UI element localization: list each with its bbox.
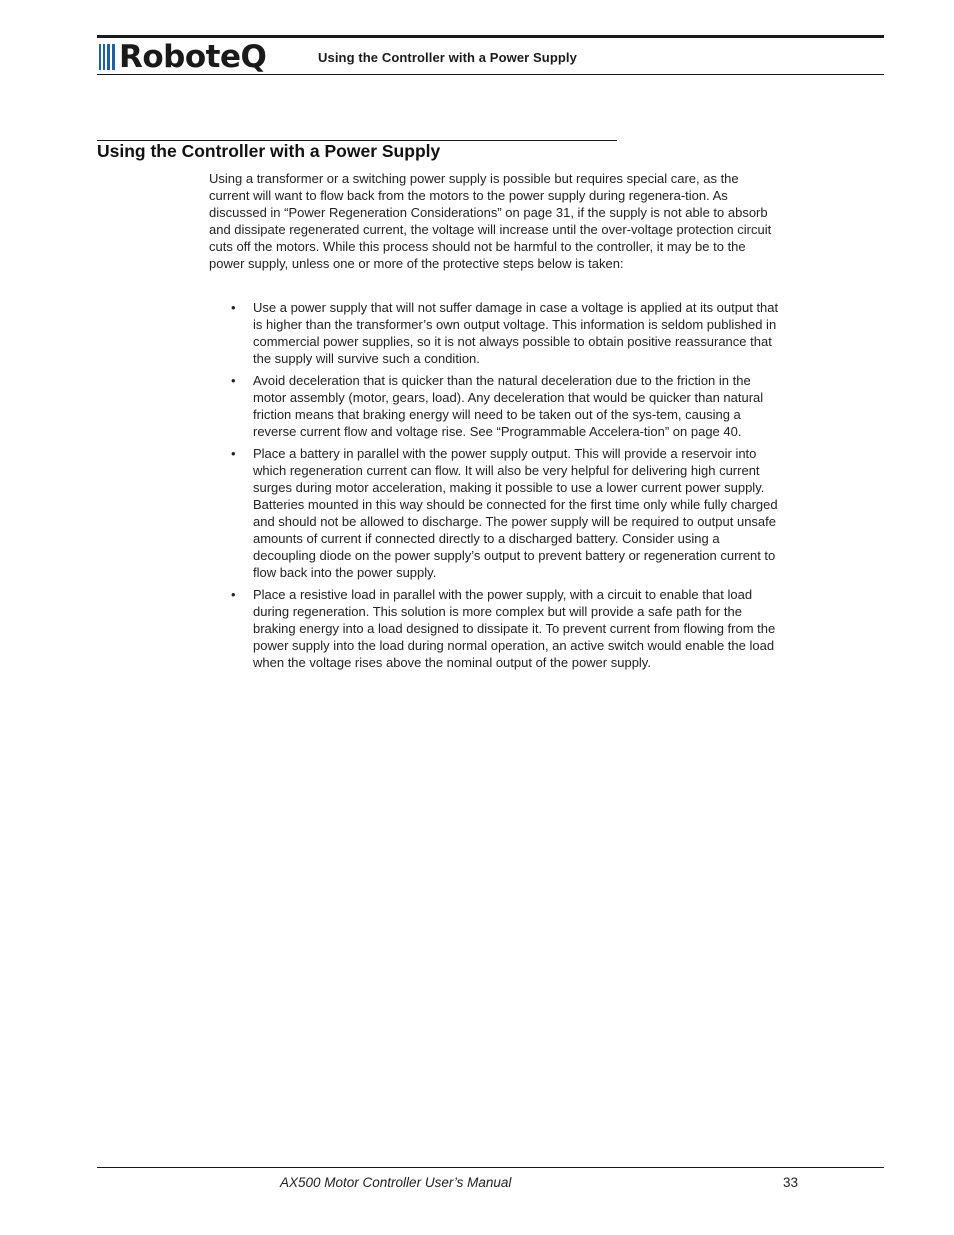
bullet-icon: • <box>231 372 236 388</box>
list-item <box>231 372 779 440</box>
header-bottom-rule <box>97 74 884 75</box>
bullet-icon: • <box>231 300 236 315</box>
bullet-icon: • <box>231 587 236 602</box>
list-item-text: Use a power supply that will not suffer damage in case a voltage is applied at its output that is higher than the transformer’s own output voltage. This information is seldom published in commercial power supplies, so it is not always possible to obtain positive reassurance that the supply will survive such a condition. <box>253 300 779 367</box>
intro-paragraph: Using a transformer or a switching power supply is possible but requires special care, as the current will want to flow back from the motors to the power supply during regenera-tion. As discussed in “Power Regeneration Considerations” on page 31, if the supply is not able to absorb and dissipate regenerated current, the voltage will increase until the over-voltage protection circuit cuts off the motors. While this process should not be harmful to the controller, it may be to the power supply, unless one or more of the protective steps below is taken: <box>209 171 772 272</box>
list-item-text: Avoid deceleration that is quicker than the natural deceleration due to the friction in the motor assembly (motor, gears, load). Any deceleration that would be quicker than natural friction means that braking energy will need to be taken out of the sys-tem, causing a reverse current flow and voltage rise. See “Programmable Accelera-tion” on page 40. <box>253 372 764 440</box>
logo-stripes-icon <box>99 42 117 72</box>
running-header-title: Using the Controller with a Power Supply <box>318 50 577 65</box>
protective-steps-list <box>231 299 779 676</box>
list-item-text: Place a resistive load in parallel with the power supply, with a circuit to enable that load during regeneration. This solution is more complex but will provide a safe path for the braking energy into a load designed to dissipate it. To prevent current from flowing from the power supply into the load during normal operation, an active switch would enable the load when the voltage rises above the nominal output of the power supply. <box>253 587 776 671</box>
footer-manual-title: AX500 Motor Controller User’s Manual <box>280 1175 512 1190</box>
logo-text: RoboteQ <box>119 38 267 75</box>
list-item-text: Place a battery in parallel with the power supply output. This will provide a reservoir into which regeneration current can flow. It will also be very helpful for delivering high current surges during motor acceleration, making it possible to use a lower current power supply. Batteries mounted in this way should be connected for the first time only while fully charged and should not be allowed to discharge. The power supply will be required to output unsafe amounts of current if connected directly to a discharged battery. Consider using a decoupling diode on the power supply’s output to prevent battery or regeneration current to flow back into the power supply. <box>253 445 778 581</box>
list-item <box>231 445 779 582</box>
section-heading: Using the Controller with a Power Supply <box>97 141 441 161</box>
header-top-rule <box>97 35 884 38</box>
footer-rule <box>97 1167 884 1168</box>
list-item <box>231 299 779 367</box>
roboteq-logo <box>99 40 266 74</box>
list-item <box>231 586 779 671</box>
page-number: 33 <box>783 1175 799 1190</box>
bullet-icon: • <box>231 445 236 461</box>
